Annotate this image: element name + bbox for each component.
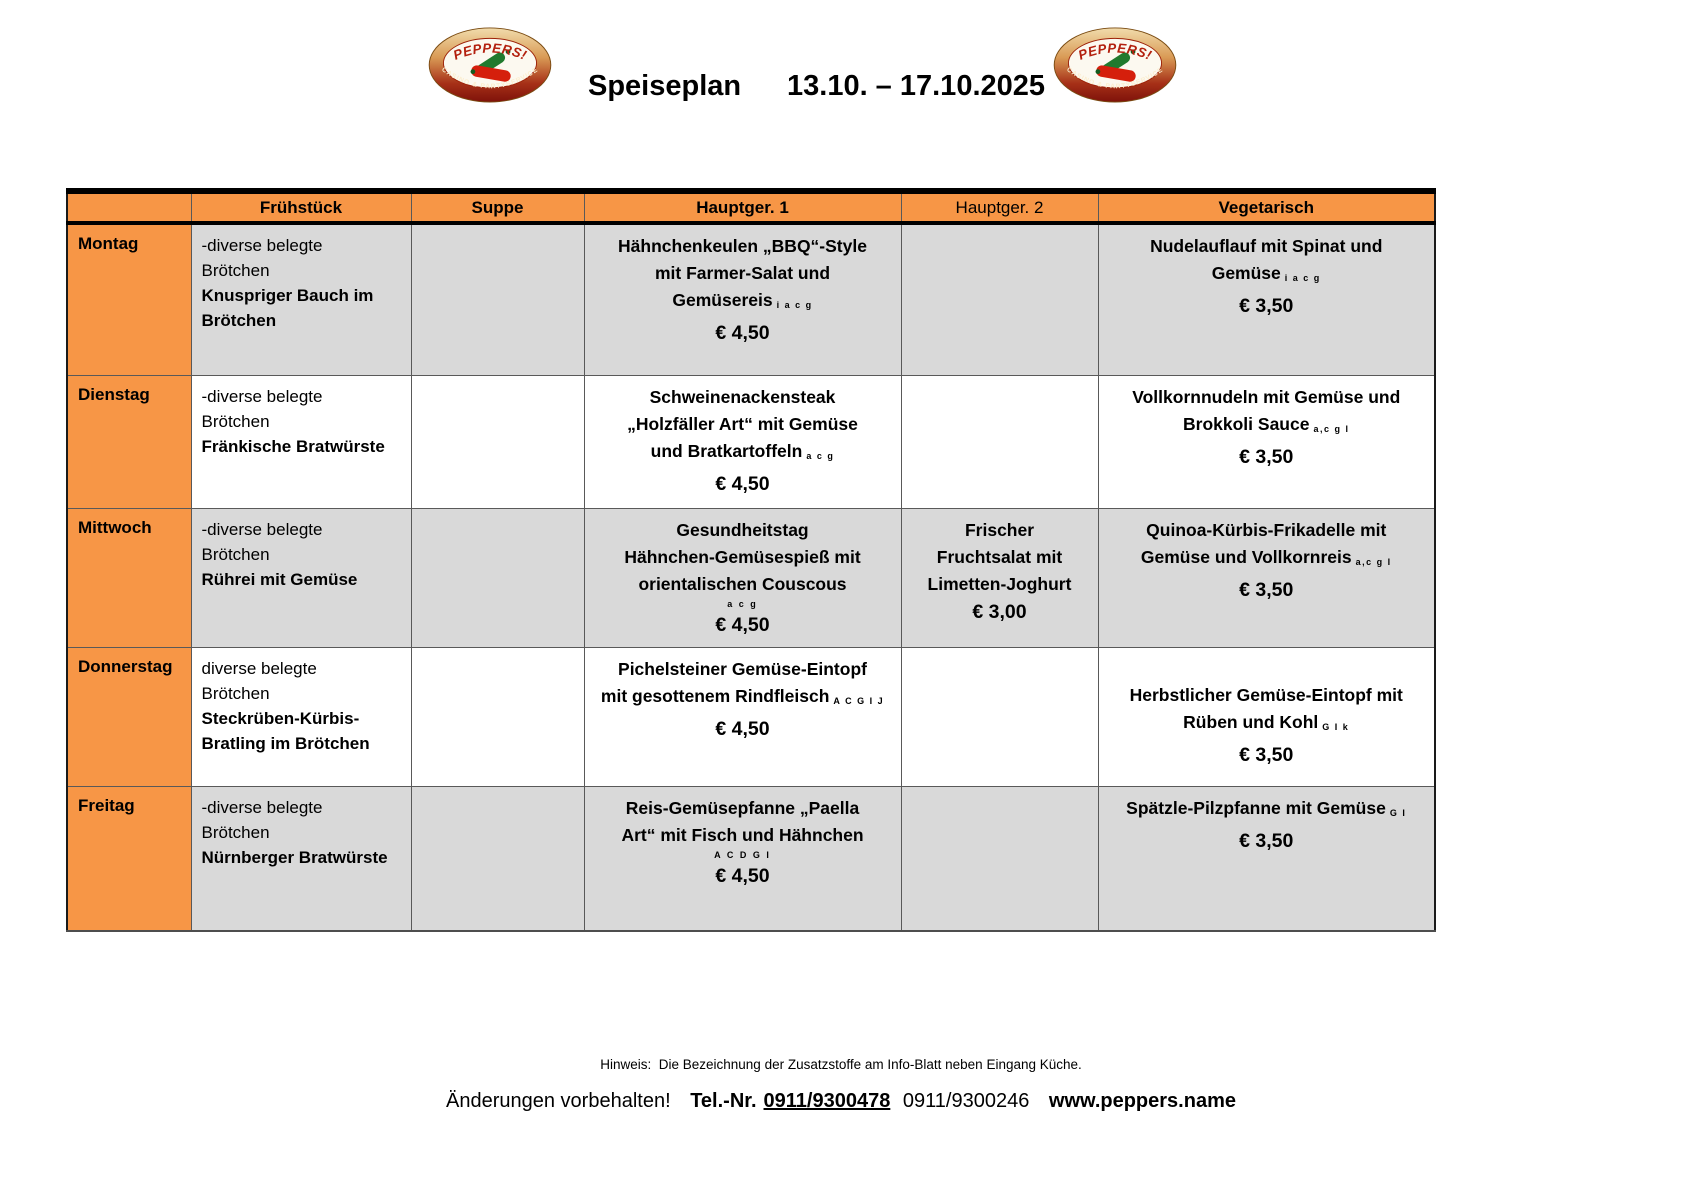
soup-cell <box>411 786 584 931</box>
col-header-day <box>67 191 191 223</box>
col-header-fruehstueck: Frühstück <box>191 191 411 223</box>
day-label: Dienstag <box>67 375 191 508</box>
breakfast-line: -diverse belegte <box>201 236 323 255</box>
price: € 4,50 <box>715 864 770 887</box>
breakfast-line: Brötchen <box>201 261 270 280</box>
breakfast-line: Brötchen <box>201 683 270 703</box>
logo-top-text: PEPPERS! <box>1076 40 1154 63</box>
day-label: Donnerstag <box>67 647 191 786</box>
soup-cell <box>411 223 584 375</box>
main1-cell <box>584 223 901 375</box>
breakfast-cell <box>191 786 411 931</box>
phone-number-secondary: 0911/9300246 <box>902 1090 1030 1112</box>
dish-line: Reis-Gemüsepfanne „Paella <box>625 797 860 818</box>
breakfast-line: -diverse belegte <box>201 797 323 817</box>
allergen-codes: G I <box>1389 807 1407 818</box>
dish-line: Fruchtsalat mit <box>936 546 1063 567</box>
logo-bottom-text: CASINO & PARTYSERVICE <box>440 66 540 91</box>
day-label: Mittwoch <box>67 508 191 647</box>
dish-line: Rüben und Kohl <box>1183 711 1319 732</box>
breakfast-cell <box>191 375 411 508</box>
price: € 4,50 <box>715 472 770 495</box>
zusatzstoffe-note: Hinweis: Die Bezeichnung der Zusatzstoffe am Info-Blatt neben Eingang Küche. <box>600 1057 1082 1072</box>
allergen-codes: A C D G I <box>714 849 771 860</box>
dish-line: Gesundheitstag <box>676 519 809 540</box>
breakfast-special-line: Steckrüben-Kürbis- <box>201 708 360 728</box>
page-title: Speiseplan <box>588 70 742 102</box>
price: € 3,50 <box>1239 445 1294 468</box>
table-row-freitag <box>67 786 1435 931</box>
day-label: Freitag <box>67 786 191 931</box>
logo-top-text: PEPPERS! <box>451 40 529 63</box>
dish-line: Brokkoli Sauce <box>1183 413 1310 434</box>
dish-line: mit Farmer-Salat und <box>654 263 831 283</box>
dish-line: mit gesottenem Rindfleisch <box>600 685 830 706</box>
vegetarian-cell <box>1098 786 1435 931</box>
col-header-hauptger2: Hauptger. 2 <box>901 191 1098 223</box>
allergen-codes: A C G I J <box>833 695 885 706</box>
col-header-suppe: Suppe <box>411 191 584 223</box>
breakfast-line: Brötchen <box>201 544 270 564</box>
col-header-vegetarisch: Vegetarisch <box>1098 191 1435 223</box>
allergen-codes: i a c g <box>776 300 813 310</box>
allergen-codes: a,c g l <box>1355 556 1392 567</box>
main1-cell <box>584 375 901 508</box>
allergen-codes: G I k <box>1322 721 1350 732</box>
soup-cell <box>411 508 584 647</box>
vegetarian-cell <box>1098 223 1435 375</box>
breakfast-special-line: Nürnberger Bratwürste <box>201 847 388 867</box>
table-row-dienstag <box>67 375 1435 508</box>
allergen-codes: a,c g l <box>1313 423 1350 434</box>
dish-line: Hähnchenkeulen „BBQ“-Style <box>618 236 867 256</box>
dish-line: orientalischen Couscous <box>638 573 847 594</box>
main1-cell <box>584 786 901 931</box>
price: € 4,50 <box>715 613 770 636</box>
dish-line: Gemüsereis <box>672 290 773 310</box>
price: € 3,50 <box>1239 829 1294 852</box>
breakfast-special-line: Bratling im Brötchen <box>201 733 370 753</box>
dish-line: Art“ mit Fisch und Hähnchen <box>621 824 864 845</box>
soup-cell <box>411 647 584 786</box>
dish-line: Spätzle-Pilzpfanne mit Gemüse <box>1126 797 1386 818</box>
table-row-montag <box>67 223 1435 375</box>
logo-bottom-text: CASINO & PARTYSERVICE <box>1065 66 1165 91</box>
footer-contact-line <box>56 1090 1626 1113</box>
main2-cell <box>901 223 1098 375</box>
table-row-donnerstag <box>67 647 1435 786</box>
dish-line: Pichelsteiner Gemüse-Eintopf <box>618 658 867 679</box>
price: € 3,50 <box>1239 743 1294 766</box>
dish-line: Gemüse <box>1211 263 1281 283</box>
price: € 4,50 <box>715 322 770 344</box>
dish-line: Limetten-Joghurt <box>927 573 1072 594</box>
phone-number-primary: 0911/9300478 <box>763 1090 891 1112</box>
price: € 3,50 <box>1239 578 1294 601</box>
menu-table <box>66 188 1436 932</box>
main1-cell <box>584 647 901 786</box>
dish-line: Vollkornnudeln mit Gemüse und <box>1132 386 1401 407</box>
table-header-row <box>67 191 1435 223</box>
peppers-logo <box>428 27 552 103</box>
breakfast-line: Brötchen <box>201 822 270 842</box>
breakfast-line: -diverse belegte <box>201 519 323 539</box>
changes-reserved-text: Änderungen vorbehalten! <box>446 1090 671 1112</box>
price: € 3,00 <box>972 600 1027 623</box>
vegetarian-cell <box>1098 375 1435 508</box>
dish-line: Hähnchen-Gemüsespieß mit <box>624 546 861 567</box>
dish-line: und Bratkartoffeln <box>650 440 803 461</box>
breakfast-special-line: Brötchen <box>201 311 277 330</box>
price: € 3,50 <box>1239 295 1294 317</box>
breakfast-cell <box>191 508 411 647</box>
main2-cell <box>901 375 1098 508</box>
tel-label: Tel.-Nr. <box>690 1090 757 1112</box>
breakfast-special-line: Rührei mit Gemüse <box>201 569 358 589</box>
dish-line: Quinoa-Kürbis-Frikadelle mit <box>1146 519 1387 540</box>
dish-line: „Holzfäller Art“ mit Gemüse <box>627 413 858 434</box>
breakfast-cell <box>191 647 411 786</box>
breakfast-line: diverse belegte <box>201 658 317 678</box>
breakfast-special-line: Fränkische Bratwürste <box>201 436 385 456</box>
dish-line: Frischer <box>964 519 1035 540</box>
website-url: www.peppers.name <box>1048 1090 1236 1112</box>
dish-line: Schweinenackensteak <box>649 386 836 407</box>
allergen-codes: i a c g <box>1284 273 1321 283</box>
vegetarian-cell <box>1098 647 1435 786</box>
main2-cell <box>901 508 1098 647</box>
vegetarian-cell <box>1098 508 1435 647</box>
dish-line: Gemüse und Vollkornreis <box>1140 546 1352 567</box>
peppers-logo <box>1053 27 1177 103</box>
dish-line: Nudelauflauf mit Spinat und <box>1150 236 1383 256</box>
breakfast-cell <box>191 223 411 375</box>
price: € 4,50 <box>715 717 770 740</box>
breakfast-line: -diverse belegte <box>201 386 323 406</box>
breakfast-line: Brötchen <box>201 411 270 431</box>
col-header-hauptger1: Hauptger. 1 <box>584 191 901 223</box>
date-range: 13.10. – 17.10.2025 <box>787 70 1046 102</box>
allergen-codes: a c g <box>806 450 835 461</box>
main2-cell <box>901 786 1098 931</box>
main1-cell <box>584 508 901 647</box>
allergen-codes: a c g <box>727 598 758 609</box>
dish-line: Herbstlicher Gemüse-Eintopf mit <box>1129 684 1403 705</box>
soup-cell <box>411 375 584 508</box>
breakfast-special-line: Knuspriger Bauch im <box>201 286 374 305</box>
table-row-mittwoch <box>67 508 1435 647</box>
main2-cell <box>901 647 1098 786</box>
day-label: Montag <box>67 223 191 375</box>
